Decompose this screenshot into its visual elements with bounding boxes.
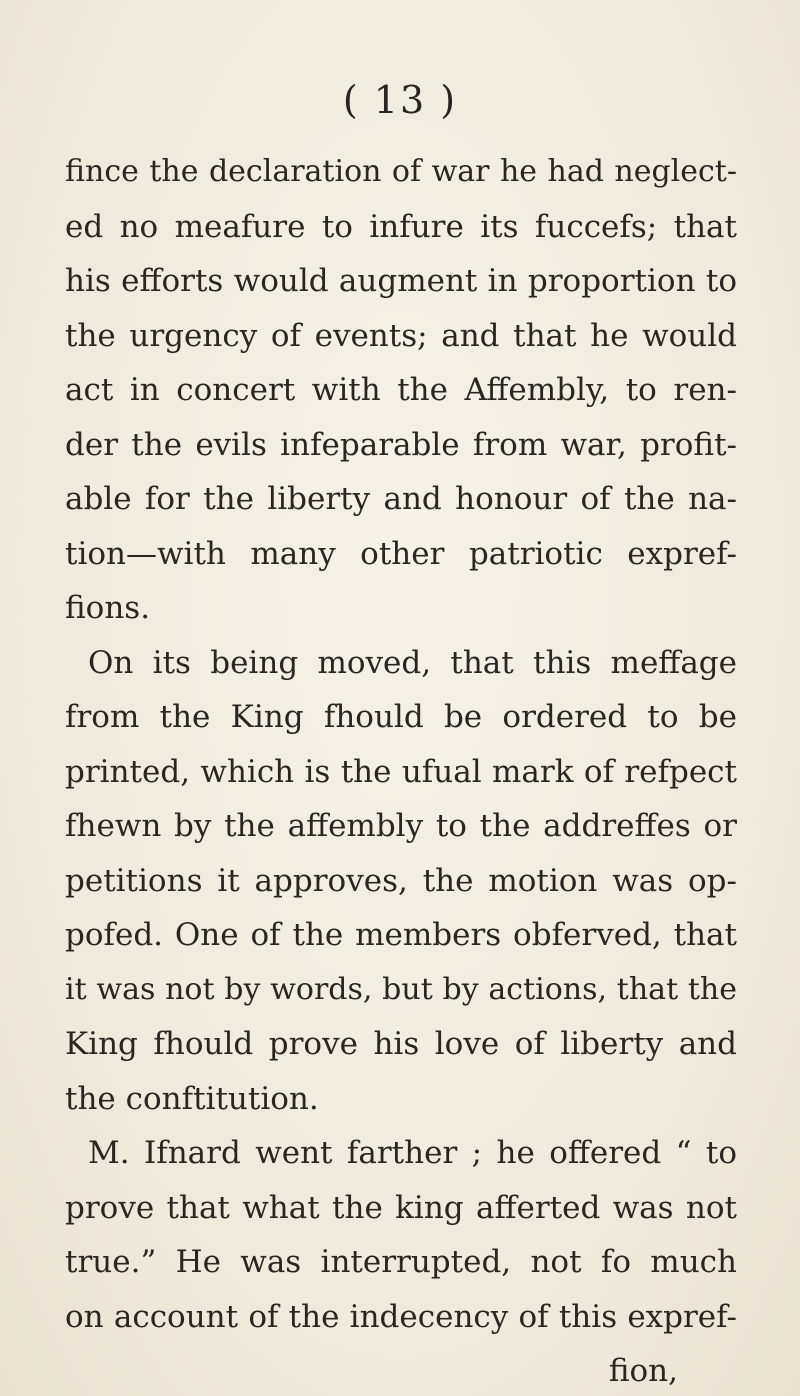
text-line: tion—with many other patriotic expref- [65, 535, 737, 572]
text-line: on account of the indecency of this expref- [65, 1298, 737, 1335]
text-line: der the evils infeparable from war, profit- [65, 426, 737, 463]
page-number-header: ( 13 ) [342, 78, 458, 122]
text-line: fion, [608, 1353, 678, 1389]
text-line: from the King fhould be ordered to be [65, 699, 737, 735]
text-line: fions. [65, 590, 151, 626]
text-line: the conftitution. [65, 1080, 319, 1117]
text-line: On its being moved, that this meffage [88, 644, 737, 681]
text-line: act in concert with the Affembly, to ren- [65, 372, 737, 408]
text-line: petitions it approves, the motion was op- [65, 862, 737, 899]
text-line: ed no meafure to infure its fuccefs; that [65, 208, 737, 245]
text-line: printed, which is the ufual mark of refpect [65, 753, 737, 790]
text-line: King fhould prove his love of liberty and [65, 1026, 737, 1062]
text-line: true.” He was interrupted, not fo much [65, 1244, 737, 1280]
text-line: prove that what the king afferted was not [65, 1189, 737, 1226]
text-line: able for the liberty and honour of the na- [65, 481, 737, 517]
text-line: fince the declaration of war he had neglect- [65, 154, 737, 189]
text-line: pofed. One of the members obferved, that [65, 917, 737, 953]
text-line: it was not by words, but by actions, that the [65, 971, 737, 1007]
text-line: M. Ifnard went farther ; he offered “ to [88, 1135, 737, 1171]
text-line: fhewn by the affembly to the addreffes or [65, 808, 737, 844]
text-line: the urgency of events; and that he would [65, 317, 737, 354]
text-line: his efforts would augment in proportion to [65, 263, 737, 299]
